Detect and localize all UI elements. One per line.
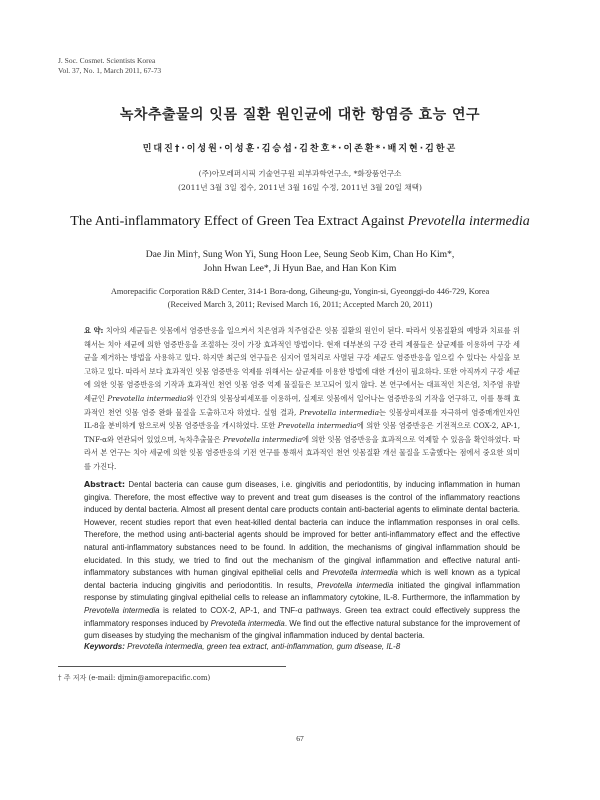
english-abstract-text-a: Dental bacteria can cause gum diseases, i.e. gingivitis and periodontitis, by inducing inflammation in human gingiva. Therefore, the most effective way to prevent and treat gum diseases is the control of the inflammatory reactions induced by dental bacteria. Almost all present dental care products contain anti-bacterial agents to eliminate dental bacteria. However, recent studies report that even heat-killed dental bacteria can induce the inflammation responses in oral cells. Therefore, the method using anti-bacterial agents should be improved for better anti-inflammatory effect and the effective natural anti-inflammatory substances need to be found. In addition, the mechanisms of gingival inflammation should be elucidated. In this study, we tried to find out the mechanism of the gingival inflammation and effective natural anti-inflammatory substances with human gingival epithelial cells and [84,480,520,578]
english-abstract-label: Abstract: [84,480,126,489]
english-title [0,214,600,230]
korean-abstract-species-4: Prevotella intermedia [222,434,303,444]
korean-abstract-species-3: Prevotella intermedia [277,421,357,431]
english-authors [0,248,600,276]
korean-affiliation: (주)아모레퍼시픽 기술연구원 피부과학연구소, *화장품연구소 [198,169,402,178]
korean-abstract [84,324,520,474]
korean-abstract-text-d: 에 의한 잇몸 염증반응은 기전적으로 COX-2, AP-1, TNF-α와 연관되어 있었으며, 녹차추출물은 [84,421,521,444]
english-abstract [84,479,520,643]
korean-abstract-species-1: Prevotella intermedia [107,393,187,403]
journal-name: J. Soc. Cosmet. Scientists Korea [58,56,156,65]
english-abstract-species-1: Prevotella intermedia [322,568,398,578]
korean-abstract-text-c: 는 잇몸상피세포를 자극하여 염증매개인자인 IL-8을 분비하게 함으로써 잇몸 염증반응을 개시하였다. 또한 [84,407,520,431]
korean-abstract-text-a: 치아의 세균들은 잇몸에서 염증반응을 일으켜서 치은염과 치주염같은 잇몸 질환의 원인이 된다. 따라서 잇몸질환의 예방과 치료를 위해서는 치아 세균에 의한 염증반응을 조절하는 것이 가장 효과적인 방법이다. 현재 대부분의 구강 관리 제품들은 살균제를 이용하여 구강 세균을 제거하는 방법을 사용하고 있다. 하지만 최근의 연구들은 심지어 열처리로 사멸된 구강 세균도 염증반응을 일으킬 수 있다는 사실을 보고하고 있다. 따라서 보다 효과적인 잇몸 염증반응 억제를 위해서는 살균제를 이용한 방법에 대한 개선이 필요하다. 또한 아직까지 구강 세균에 의한 잇몸 염증반응의 기작과 효과적인 천연 잇몸 염증 억제 물질들은 보고되어 있지 않다. 본 연구에서는 대표적인 치은염, 치주염 유발세균인 [84,326,520,403]
korean-authors: 민대진†·이성원·이성훈·김승섭·김찬호*·이존환*·배지현·김한곤 [142,144,458,154]
english-title-species: Prevotella intermedia [407,214,530,229]
korean-dates: (2011년 3월 3일 접수, 2011년 3월 16일 수정, 2011년 3월 20일 채택) [178,183,422,192]
keywords-label: Keywords: [84,642,125,651]
english-title-main: The Anti-inflammatory Effect of Green Tea Extract Against [70,214,408,229]
journal-volume: Vol. 37, No. 1, March 2011, 67-73 [58,66,162,75]
english-abstract-text-b: which is well known as a typical dental bacteria inducing gingivitis and periodontitis. In results, [84,568,520,590]
korean-abstract-text-b: 와 인간의 잇몸상피세포를 이용하여, 실제로 잇몸에서 일어나는 염증반응의 기작을 연구하고, 이를 통해 효과적인 천연 잇몸 염증 완화 물질을 도출하고자 하였다. 실험 결과, [84,393,521,417]
english-affiliation-address: Amorepacific Corporation R&D Center, 314-1 Bora-dong, Giheung-gu, Yongin-si, Gyeonggi-do 446-729, Korea [110,287,490,296]
page-number: 67 [296,734,304,743]
footnote-divider [58,666,286,667]
english-abstract-text-d: is related to COX-2, AP-1, and TNF-α pathways. Green tea extract could effectively suppress the inflammatory responses induced by [84,605,520,628]
english-affiliation [0,285,600,311]
keywords-list: Prevotella intermedia, green tea extract, anti-inflammation, gum disease, IL-8 [124,642,401,651]
english-abstract-species-3: Prevotella intermedia [84,605,160,615]
corresponding-author-footnote: † 주 저자 (e-mail: djmin@amorepacific.com) [58,674,211,682]
korean-title: 녹차추출물의 잇몸 질환 원인균에 대한 항염증 효능 연구 [119,107,481,123]
english-abstract-species-2: Prevotella intermedia [317,580,394,590]
english-authors-line1: Dae Jin Min†, Sung Won Yi, Sung Hoon Lee, Seung Seob Kim, Chan Ho Kim*, [145,249,455,260]
english-abstract-text-c: initiated the gingival inflammation response by stimulating gingival epithelial cells to release an inflammatory cytokine, IL-8. Furthermore, the inflammation by [84,580,520,603]
english-affiliation-dates: (Received March 3, 2011; Revised March 16, 2011; Accepted March 20, 2011) [167,300,433,309]
english-abstract-text-e: . We find out the effective natural substance for the improvement of gum diseases by studying the mechanism of the gingival inflammation induced by dental bacteria. [84,618,520,641]
english-authors-line2: John Hwan Lee*, Ji Hyun Bae, and Han Kon Kim [203,263,397,274]
korean-abstract-label: 요 약: [84,326,104,335]
english-abstract-species-4: Prevotella intermedia [210,618,285,628]
korean-abstract-species-2: Prevotella intermedia [299,407,380,417]
korean-abstract-text-e: 에 의한 잇몸 염증반응을 효과적으로 억제할 수 있음을 확인하였다. 따라서 본 연구는 치아 세균에 의한 잇몸 염증반응의 기전 연구를 통해서 효과적인 천연 잇몸질환 개선 물질을 도출했다는 점에서 중요한 의미를 가진다. [84,434,521,471]
keywords [84,642,520,651]
journal-citation [58,56,161,76]
